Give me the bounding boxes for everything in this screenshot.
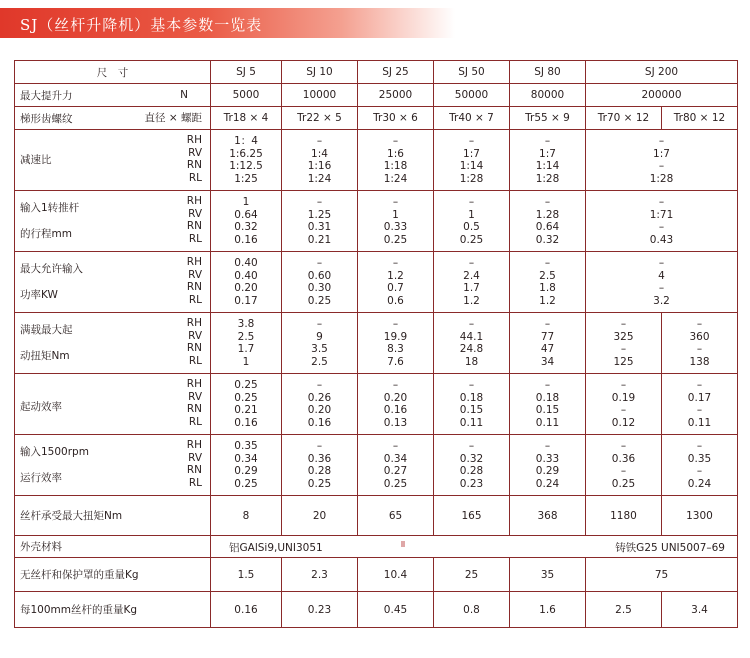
page-title: SJ（丝杆升降机）基本参数一览表 — [20, 16, 263, 34]
cell: 3.8 2.5 1.7 1 — [211, 313, 282, 374]
screw-torque-value: 368 — [510, 496, 586, 536]
model-sj25: SJ 25 — [358, 61, 434, 84]
thread-value: Tr40 × 7 — [434, 107, 510, 130]
cell: 0.25 0.25 0.21 0.16 — [211, 374, 282, 435]
cell: 0.40 0.40 0.20 0.17 — [211, 252, 282, 313]
ratio-codes: RH RV RN RL — [186, 378, 202, 428]
cell: – 1 0.33 0.25 — [358, 191, 434, 252]
cell: 0.35 0.34 0.29 0.25 — [211, 435, 282, 496]
row-weight-100mm — [15, 592, 738, 628]
cell: – 1:7 1:14 1:28 — [510, 130, 586, 191]
screw-torque-label: 丝杆承受最大扭矩Nm — [15, 496, 211, 536]
cell: – 1:6 1:18 1:24 — [358, 130, 434, 191]
thread-value: Tr80 × 12 — [662, 107, 738, 130]
cell-merged: – 1:71 – 0.43 — [586, 191, 738, 252]
screw-torque-value: 165 — [434, 496, 510, 536]
ratio-codes: RH RV RN RL — [186, 317, 202, 367]
row-ratio — [15, 130, 738, 191]
weight-value: 2.3 — [282, 558, 358, 592]
screw-torque-value: 65 — [358, 496, 434, 536]
power-label: 最大允许输入 功率KW RH RV RN RL — [15, 252, 211, 313]
ratio-codes: RH RV RN RL — [186, 256, 202, 306]
start-efficiency-label: 起动效率 RH RV RN RL — [15, 374, 211, 435]
housing-label: 外壳材料 — [15, 536, 211, 558]
run-efficiency-label: 输入1500rpm 运行效率 RH RV RN RL — [15, 435, 211, 496]
cell: – 0.17 – 0.11 — [662, 374, 738, 435]
row-thread — [15, 107, 738, 130]
cell: – 0.36 0.28 0.25 — [282, 435, 358, 496]
row-power — [15, 252, 738, 313]
thread-value: Tr55 × 9 — [510, 107, 586, 130]
cell: – 0.35 – 0.24 — [662, 435, 738, 496]
row-weight — [15, 558, 738, 592]
scan-mark — [401, 541, 405, 547]
cell: – 325 – 125 — [586, 313, 662, 374]
cell: – 1 0.5 0.25 — [434, 191, 510, 252]
cell: – 9 3.5 2.5 — [282, 313, 358, 374]
lift-label: 最大提升力 N — [15, 84, 211, 107]
cell: 1：4 1:6.25 1:12.5 1:25 — [211, 130, 282, 191]
lift-value: 80000 — [510, 84, 586, 107]
weight-value: 75 — [586, 558, 738, 592]
weight100-value: 3.4 — [662, 592, 738, 628]
housing-aluminium: 铝GAlSi9,UNI3051 — [229, 542, 323, 554]
thread-value: Tr18 × 4 — [211, 107, 282, 130]
weight100-value: 0.16 — [211, 592, 282, 628]
ratio-codes: RH RV RN RL — [186, 134, 202, 184]
housing-cast-iron: 铸铁G25 UNI5007–69 — [615, 542, 725, 554]
cell: – 1:7 1:14 1:28 — [434, 130, 510, 191]
ratio-label: 减速比 RH RV RN RL — [15, 130, 211, 191]
cell: – 1:4 1:16 1:24 — [282, 130, 358, 191]
cell: – 0.20 0.16 0.13 — [358, 374, 434, 435]
parameter-table — [14, 60, 738, 628]
thread-value: Tr70 × 12 — [586, 107, 662, 130]
cell-merged: – 4 – 3.2 — [586, 252, 738, 313]
thread-value: Tr22 × 5 — [282, 107, 358, 130]
cell: – 0.18 0.15 0.11 — [510, 374, 586, 435]
ratio-codes: RH RV RN RL — [186, 439, 202, 489]
weight100-value: 0.8 — [434, 592, 510, 628]
housing-materials — [211, 536, 738, 558]
lift-value: 10000 — [282, 84, 358, 107]
model-sj80: SJ 80 — [510, 61, 586, 84]
weight100-value: 0.23 — [282, 592, 358, 628]
cell: – 19.9 8.3 7.6 — [358, 313, 434, 374]
weight-value: 25 — [434, 558, 510, 592]
weight100-label: 每100mm丝杆的重量Kg — [15, 592, 211, 628]
row-size — [15, 61, 738, 84]
screw-torque-value: 1300 — [662, 496, 738, 536]
row-start-efficiency — [15, 374, 738, 435]
model-sj10: SJ 10 — [282, 61, 358, 84]
cell: – 0.19 – 0.12 — [586, 374, 662, 435]
row-screw-torque — [15, 496, 738, 536]
weight100-value: 1.6 — [510, 592, 586, 628]
row-housing — [15, 536, 738, 558]
row-run-efficiency — [15, 435, 738, 496]
thread-value: Tr30 × 6 — [358, 107, 434, 130]
lift-value: 5000 — [211, 84, 282, 107]
ratio-codes: RH RV RN RL — [186, 195, 202, 245]
weight-value: 10.4 — [358, 558, 434, 592]
cell: – 0.33 0.29 0.24 — [510, 435, 586, 496]
cell: – 0.60 0.30 0.25 — [282, 252, 358, 313]
cell: – 44.1 24.8 18 — [434, 313, 510, 374]
cell: – 1.28 0.64 0.32 — [510, 191, 586, 252]
cell: – 1.2 0.7 0.6 — [358, 252, 434, 313]
cell: – 360 – 138 — [662, 313, 738, 374]
cell: – 0.26 0.20 0.16 — [282, 374, 358, 435]
cell: – 2.5 1.8 1.2 — [510, 252, 586, 313]
thread-sub: 直径 × 螺距 — [144, 112, 202, 124]
cell: – 0.18 0.15 0.11 — [434, 374, 510, 435]
screw-torque-value: 20 — [282, 496, 358, 536]
cell: – 0.36 – 0.25 — [586, 435, 662, 496]
screw-torque-value: 1180 — [586, 496, 662, 536]
torque-label: 满载最大起 动扭矩Nm RH RV RN RL — [15, 313, 211, 374]
lift-value: 200000 — [586, 84, 738, 107]
model-sj50: SJ 50 — [434, 61, 510, 84]
cell: – 77 47 34 — [510, 313, 586, 374]
cell: – 1.25 0.31 0.21 — [282, 191, 358, 252]
stroke-label: 输入1转推杆 的行程mm RH RV RN RL — [15, 191, 211, 252]
cell: – 0.32 0.28 0.23 — [434, 435, 510, 496]
lift-unit: N — [180, 89, 188, 101]
weight100-value: 0.45 — [358, 592, 434, 628]
model-sj5: SJ 5 — [211, 61, 282, 84]
lift-value: 25000 — [358, 84, 434, 107]
cell: 1 0.64 0.32 0.16 — [211, 191, 282, 252]
model-sj200: SJ 200 — [586, 61, 738, 84]
weight-value: 1.5 — [211, 558, 282, 592]
row-stroke — [15, 191, 738, 252]
weight100-value: 2.5 — [586, 592, 662, 628]
cell-merged: – 1:7 – 1:28 — [586, 130, 738, 191]
lift-value: 50000 — [434, 84, 510, 107]
screw-torque-value: 8 — [211, 496, 282, 536]
weight-value: 35 — [510, 558, 586, 592]
thread-label: 梯形齿螺纹 直径 × 螺距 — [15, 107, 211, 130]
weight-label: 无丝杆和保护罩的重量Kg — [15, 558, 211, 592]
row-torque — [15, 313, 738, 374]
row-lift — [15, 84, 738, 107]
cell: – 2.4 1.7 1.2 — [434, 252, 510, 313]
cell: – 0.34 0.27 0.25 — [358, 435, 434, 496]
size-label: 尺 寸 — [15, 61, 211, 84]
